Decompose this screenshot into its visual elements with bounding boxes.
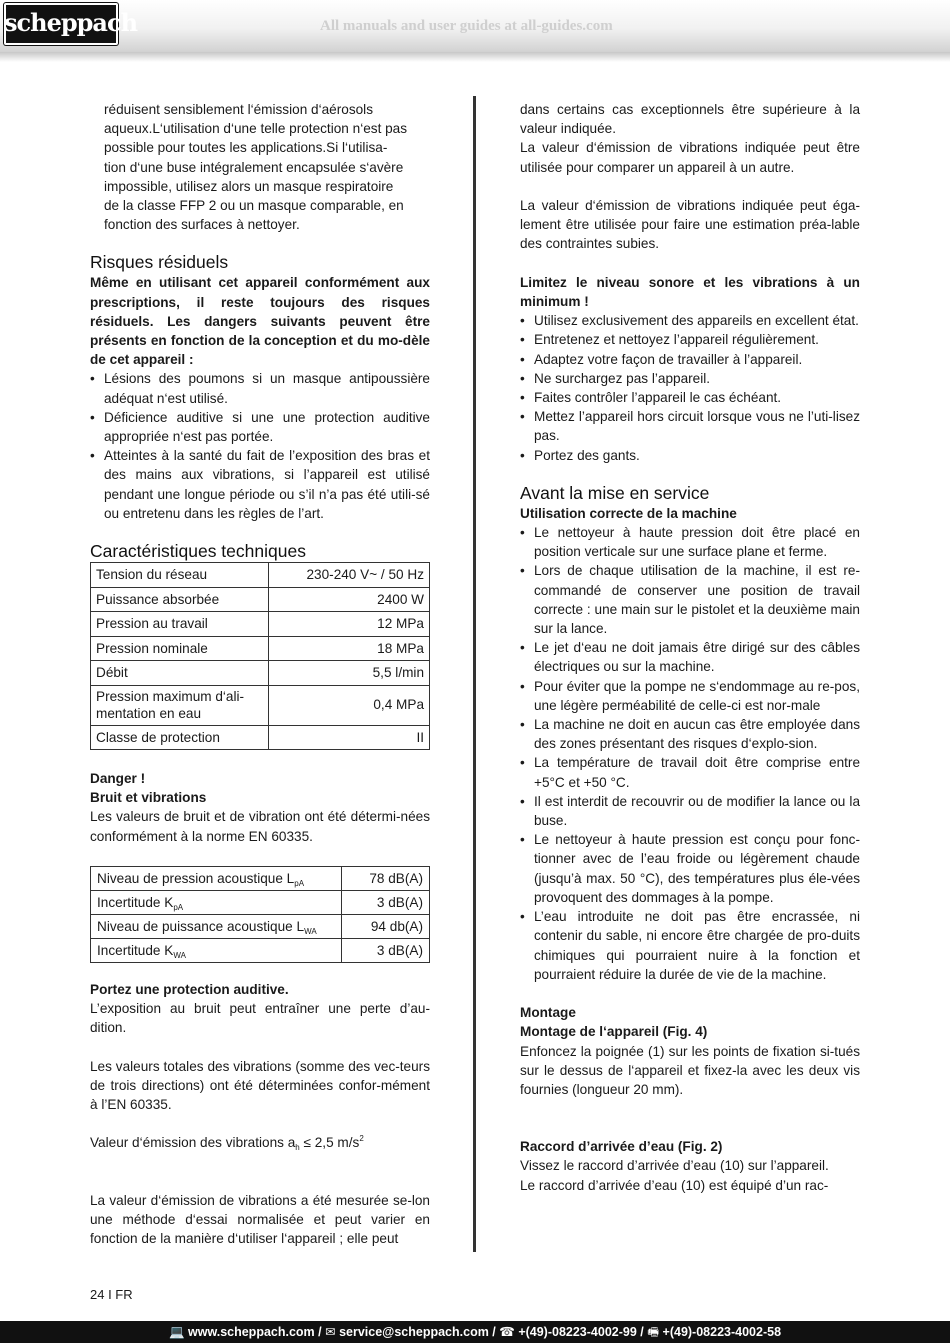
scheppach-logo: scheppach bbox=[4, 3, 118, 45]
header-shadow bbox=[0, 52, 950, 62]
spec-value: 18 MPa bbox=[269, 636, 430, 661]
spec-value: 2400 W bbox=[269, 587, 430, 612]
noise-label: Incertitude $K_{pA}$ bbox=[91, 890, 342, 914]
residual-risks-heading: Risques résiduels bbox=[90, 252, 229, 273]
noise-label: Niveau de pression acoustique $L_{pA}$ bbox=[91, 866, 342, 890]
vibration-estimate-text: La valeur d‘émission de vibrations indiquée peut éga-lement être utilisée pour faire une estimation préa-lable des contraintes subies. bbox=[520, 198, 860, 252]
assembly-text: Enfoncez la poignée (1) sur les points de fixation si-tués sur le dessus de l‘appareil et fixez-la avec les deux vis fournies (longueur 20 mm). bbox=[520, 1043, 860, 1097]
footer-bar: 💻 www.scheppach.com / ✉ service@scheppach.com / ☎ +(49)-08223-4002-99 / 🖷 +(49)-08223-4002-58 bbox=[0, 1321, 950, 1343]
list-item: • Ne surchargez pas l’appareil. bbox=[520, 369, 860, 388]
residual-risks-list bbox=[90, 369, 430, 523]
phone-icon: ☎ bbox=[499, 1325, 515, 1339]
vibration-measured-text: La valeur d‘émission de vibrations a été mesurée se-lon une méthode d‘essai normalisée et peut varier en fonction de la manière d‘utiliser l‘appareil ; elle peut bbox=[90, 1192, 430, 1247]
intro-line: impossible, utilisez alors un masque respiratoire bbox=[104, 178, 394, 194]
noise-label: Incertitude $K_{WA}$ bbox=[91, 938, 342, 962]
table-row bbox=[91, 661, 430, 686]
vibration-total-text: Les valeurs totales des vibrations (somme des vec-teurs de trois directions) ont été déterminées confor-mément à l’EN 60335. bbox=[90, 1058, 430, 1113]
table-row bbox=[91, 685, 430, 725]
tech-specs-heading: Caractéristiques techniques bbox=[90, 541, 306, 562]
footer-fax: +(49)-08223-4002-58 bbox=[662, 1325, 782, 1339]
list-item: • Utilisez exclusivement des appareils en excellent état. bbox=[520, 311, 860, 330]
correct-use-subheading: Utilisation correcte de la machine bbox=[520, 505, 737, 521]
residual-risks-intro: Même en utilisant cet appareil conformément aux prescriptions, il reste toujours des risques résiduels. Les dangers suivants peuvent être présents en fonction de la conception et du mo-dèle de cet appareil : bbox=[90, 275, 430, 368]
spec-value: 0,4 MPa bbox=[269, 685, 430, 725]
spec-value: II bbox=[269, 725, 430, 750]
footer-phone: +(49)-08223-4002-99 bbox=[518, 1325, 637, 1339]
list-item: • Pour éviter que la pompe ne s‘endommage au re-pos, une légère perméabilité de celle-ci est nor-male bbox=[520, 677, 860, 715]
list-item: • Mettez l’appareil hors circuit lorsque vous ne l’uti-lisez pas. bbox=[520, 407, 860, 445]
mail-icon: ✉ bbox=[325, 1325, 336, 1339]
limit-noise-heading: Limitez le niveau sonore et les vibrations à un minimum ! bbox=[520, 274, 860, 309]
left-column bbox=[90, 100, 430, 1248]
spec-label: Pression au travail bbox=[91, 612, 269, 637]
intro-line: tion d‘une buse intégralement encapsulée s‘avère bbox=[104, 159, 404, 175]
before-use-heading: Avant la mise en service bbox=[520, 482, 710, 503]
table-row bbox=[91, 725, 430, 750]
table-row bbox=[91, 914, 430, 938]
spec-label: Puissance absorbée bbox=[91, 587, 269, 612]
table-row bbox=[91, 563, 430, 588]
spec-label: Tension du réseau bbox=[91, 563, 269, 588]
list-item: • Entretenez et nettoyez l’appareil régulièrement. bbox=[520, 330, 860, 349]
list-item: • L’eau introduite ne doit pas être encrassée, ni contenir du sable, ni encore être chargée de pro-duits chimiques qui pourraient nuire à la fonction et pourraient réduire la durée de vie de la machine. bbox=[520, 907, 860, 984]
computer-icon: 💻 bbox=[168, 1325, 185, 1339]
header-bar bbox=[0, 0, 950, 52]
intro-line: possible pour toutes les applications.Si l‘utilisa- bbox=[104, 140, 388, 156]
table-row bbox=[91, 890, 430, 914]
noise-intro-text: Les valeurs de bruit et de vibration ont été détermi-nées conformément à la norme EN 60335. bbox=[90, 809, 430, 844]
tech-specs-table bbox=[90, 562, 430, 750]
noise-table bbox=[90, 866, 430, 963]
list-item: • Déficience auditive si une une protection auditive appropriée n‘est pas portée. bbox=[90, 408, 430, 446]
list-item: • Portez des gants. bbox=[520, 446, 860, 465]
list-item: • Il est interdit de recouvrir ou de modifier la lance ou la buse. bbox=[520, 792, 860, 830]
water-inlet-line: Vissez le raccord d’arrivée d’eau (10) sur l’appareil. bbox=[520, 1158, 829, 1174]
page-number: 24 I FR bbox=[90, 1287, 133, 1302]
table-row bbox=[91, 938, 430, 962]
list-item: • Lors de chaque utilisation de la machine, il est re-commandé de conserver une position de travail correcte : une main sur le pistolet et la deuxième main sur la lance. bbox=[520, 561, 860, 638]
table-row bbox=[91, 866, 430, 890]
spec-label: Classe de protection bbox=[91, 725, 269, 750]
water-inlet-heading: Raccord d’arrivée d’eau (Fig. 2) bbox=[520, 1139, 723, 1155]
spec-label: Pression nominale bbox=[91, 636, 269, 661]
correct-use-list bbox=[520, 523, 860, 984]
noise-value: 3 dB(A) bbox=[342, 938, 430, 962]
footer-website-link[interactable]: www.scheppach.com bbox=[188, 1325, 315, 1339]
list-item: • Le jet d‘eau ne doit jamais être dirigé sur des câbles électriques ou sur la machine. bbox=[520, 638, 860, 676]
fax-icon: 🖷 bbox=[647, 1325, 660, 1339]
table-row bbox=[91, 612, 430, 637]
noise-label: Niveau de puissance acoustique $L_{WA}$ bbox=[91, 914, 342, 938]
spec-value: 12 MPa bbox=[269, 612, 430, 637]
list-item: • Le nettoyeur à haute pression est conçu pour fonc-tionner avec de l’eau froide ou légèrement chaude (jusqu’à max. 50 °C), des températures plus éle-vées provoquent des dommages à la pompe. bbox=[520, 830, 860, 907]
spec-label: Débit bbox=[91, 661, 269, 686]
watermark-text: All manuals and user guides at all-guides.com bbox=[320, 18, 613, 34]
list-item: • Adaptez votre façon de travailler à l’appareil. bbox=[520, 350, 860, 369]
intro-line: aqueux.L‘utilisation d‘une telle protection n‘est pas bbox=[104, 121, 408, 137]
list-item: • Faites contrôler l’appareil le cas échéant. bbox=[520, 388, 860, 407]
vibration-text-continued: dans certains cas exceptionnels être supérieure à la valeur indiquée. bbox=[520, 102, 860, 137]
list-item: • Lésions des poumons si un masque antipoussière adéquat n‘est utilisé. bbox=[90, 369, 430, 407]
right-column bbox=[520, 100, 860, 1195]
noise-value: 3 dB(A) bbox=[342, 890, 430, 914]
spec-value: 5,5 l/min bbox=[269, 661, 430, 686]
assembly-subheading: Montage de l‘appareil (Fig. 4) bbox=[520, 1024, 708, 1040]
water-inlet-line: Le raccord d’arrivée d’eau (10) est équipé d’un rac- bbox=[520, 1177, 829, 1193]
spec-value: 230-240 V~ / 50 Hz bbox=[269, 563, 430, 588]
table-row bbox=[91, 636, 430, 661]
list-item: • Atteintes à la santé du fait de l’exposition des bras et des mains aux vibrations, si l’appareil est utilisé pendant une longue période ou s’il n’a pas été utili-sé ou entretenu dans les règles de l’art. bbox=[90, 446, 430, 523]
vibration-emission-value: Valeur d‘émission des vibrations $a_h \le 2,5$ $m/s^2$ bbox=[90, 1134, 364, 1153]
list-item: • La machine ne doit en aucun cas être employée dans des zones présentant des risques d‘explo-sion. bbox=[520, 715, 860, 753]
limit-noise-list bbox=[520, 311, 860, 465]
danger-heading: Danger ! bbox=[90, 771, 146, 787]
spec-label: Pression maximum d‘ali-mentation en eau bbox=[91, 685, 269, 725]
intro-paragraph bbox=[90, 100, 430, 234]
intro-line: réduisent sensiblement l‘émission d‘aérosols bbox=[104, 102, 373, 117]
intro-line: de la classe FFP 2 ou un masque comparable, en bbox=[104, 198, 404, 214]
noise-value: 94 db(A) bbox=[342, 914, 430, 938]
hearing-protection-heading: Portez une protection auditive. bbox=[90, 981, 289, 997]
noise-value: 78 dB(A) bbox=[342, 866, 430, 890]
table-row bbox=[91, 587, 430, 612]
vibration-compare-text: La valeur d‘émission de vibrations indiquée peut être utilisée pour comparer un appareil à un autre. bbox=[520, 140, 860, 175]
footer-email-link[interactable]: service@scheppach.com bbox=[339, 1325, 489, 1339]
assembly-heading: Montage bbox=[520, 1005, 576, 1021]
list-item: • La température de travail doit être comprise entre +5°C et +50 °C. bbox=[520, 753, 860, 791]
column-divider bbox=[473, 96, 476, 1252]
noise-vibration-subheading: Bruit et vibrations bbox=[90, 790, 207, 806]
list-item: • Le nettoyeur à haute pression doit être placé en position verticale sur une surface plane et ferme. bbox=[520, 523, 860, 561]
intro-line: fonction des surfaces à nettoyer. bbox=[104, 217, 300, 233]
hearing-protection-text: L’exposition au bruit peut entraîner une perte d’au-dition. bbox=[90, 1001, 430, 1036]
